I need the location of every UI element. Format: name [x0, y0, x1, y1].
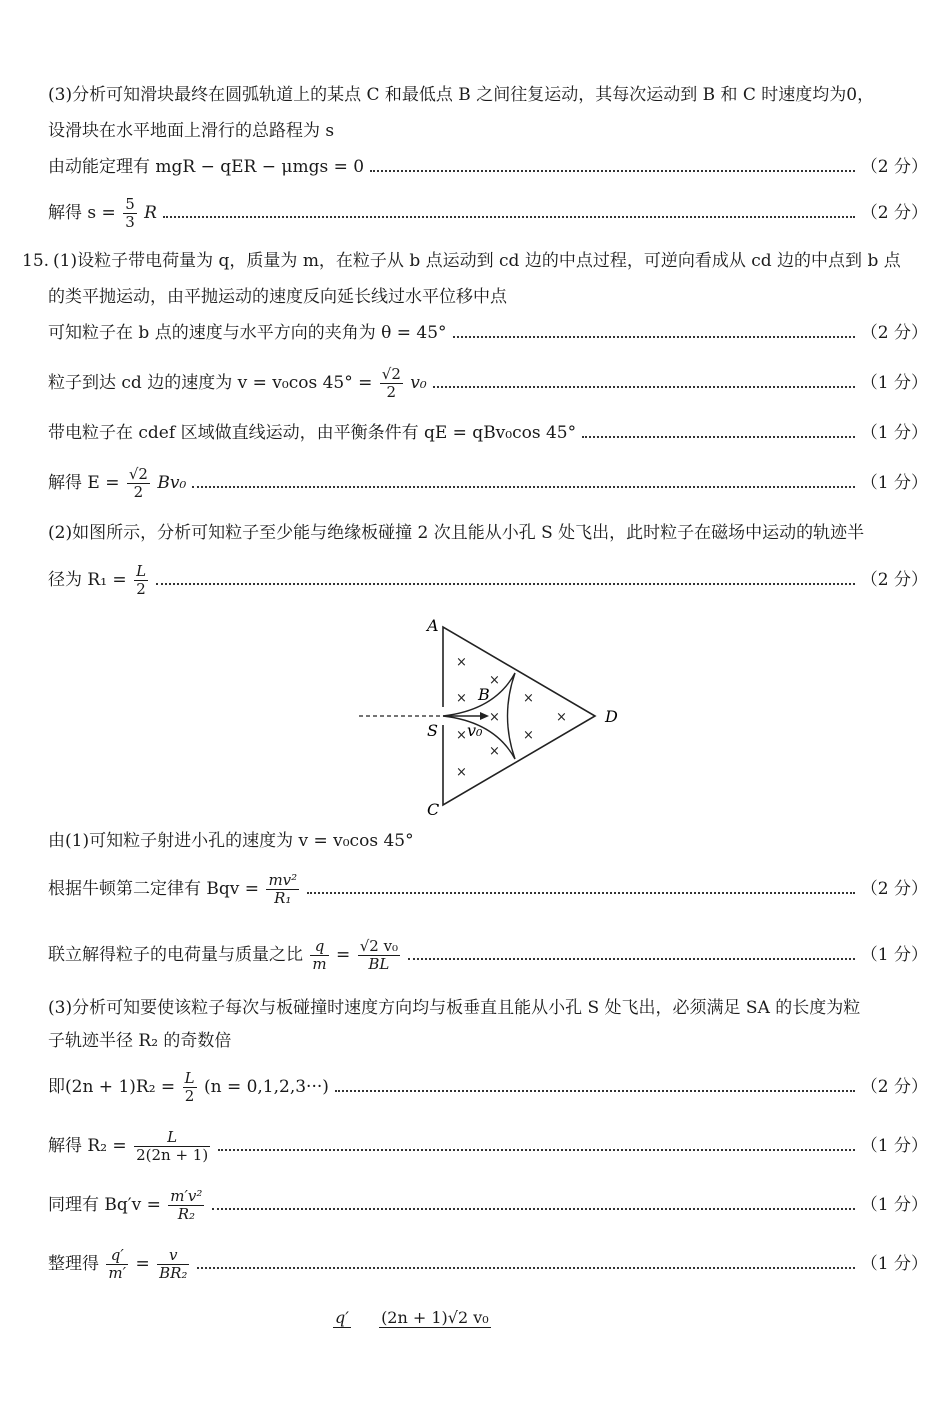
fraction: $\frac{\text{m′v²}}{\text{R₂}}$	[170, 1186, 203, 1223]
equation-line	[48, 936, 928, 973]
equation-line	[48, 194, 928, 231]
score-label: （1 分）	[860, 373, 928, 393]
equation-text: 联立解得粒子的电荷量与质量之比 $\frac{q}{m}$ = $\frac{\text{√2 v₀}}{BL}$	[48, 936, 399, 973]
cutoff-equation	[333, 1308, 491, 1327]
cross-mark: ×	[456, 728, 467, 743]
paragraph-text: 子轨迹半径 R₂ 的奇数倍	[48, 1031, 232, 1051]
fraction: $\frac{\text{mv²}}{\text{R₁}}$	[268, 870, 298, 907]
equation-line	[48, 418, 928, 448]
paragraph-text: (3)分析可知滑块最终在圆弧轨道上的某点 C 和最低点 B 之间往复运动，其每次运动到 B 和 C 时速度均为0，	[48, 85, 875, 105]
fraction: $\frac{L}{2(2n + 1)}$	[136, 1127, 209, 1164]
fraction: $\frac{q}{m}$	[312, 936, 327, 973]
label-d: D	[605, 707, 618, 726]
equation-text: 径为 R₁ = $\frac{L}{2}$	[48, 561, 147, 598]
equation-text: 由动能定理有 mgR − qER − μmgs = 0	[48, 157, 365, 177]
label-b: B	[478, 685, 490, 704]
label-v0: v₀	[467, 721, 483, 740]
leader-dots	[212, 1208, 854, 1210]
leader-dots	[453, 336, 855, 338]
cross-mark: ×	[489, 710, 500, 725]
field-crosses	[456, 655, 567, 780]
leader-dots	[197, 1267, 854, 1269]
score-label: （1 分）	[860, 945, 928, 965]
magnetic-field-diagram	[355, 613, 635, 823]
equation-text: 解得 R₂ = $\frac{L}{2(2n + 1)}$	[48, 1127, 209, 1164]
equation-line	[48, 364, 928, 401]
cross-mark: ×	[456, 765, 467, 780]
equation-text: 可知粒子在 b 点的速度与水平方向的夹角为 θ = 45°	[48, 323, 447, 343]
score-label: （2 分）	[860, 1077, 928, 1097]
score-label: （1 分）	[860, 1195, 928, 1215]
label-s: S	[427, 721, 438, 740]
equation-line	[48, 1186, 928, 1223]
score-label: （1 分）	[860, 1136, 928, 1156]
question-number: 15.	[22, 251, 50, 271]
text-line	[48, 116, 928, 146]
cross-mark: ×	[523, 691, 534, 706]
label-a: A	[427, 616, 439, 635]
leader-dots	[408, 958, 855, 960]
equation-line	[48, 318, 928, 348]
score-label: （2 分）	[860, 323, 928, 343]
equation-line	[48, 1127, 928, 1164]
score-label: （2 分）	[860, 879, 928, 899]
leader-dots	[156, 583, 855, 585]
equation-text: 即(2n + 1)R₂ = $\frac{L}{2}$ (n = 0,1,2,3···)	[48, 1068, 329, 1105]
equation-text: 带电粒子在 cdef 区域做直线运动，由平衡条件有 qE = qBv₀cos 45°	[48, 423, 577, 443]
fraction: $\frac{L}{2}$	[184, 1068, 195, 1105]
leader-dots	[192, 486, 854, 488]
equation-text: 解得 E = $\frac{√2}{2}$ Bv₀	[48, 464, 187, 501]
equation-text: 同理有 Bq′v = $\frac{\text{m′v²}}{\text{R₂}}$	[48, 1186, 203, 1223]
text-line	[48, 518, 928, 548]
score-label: （1 分）	[860, 473, 928, 493]
leader-dots	[307, 892, 855, 894]
text-line	[48, 826, 928, 856]
cross-mark: ×	[556, 710, 567, 725]
score-label: （2 分）	[860, 570, 928, 590]
leader-dots	[163, 216, 855, 218]
score-label: （2 分）	[860, 157, 928, 177]
fraction: $\frac{\text{√2 v₀}}{BL}$	[359, 936, 399, 973]
text-line	[48, 1026, 928, 1056]
score-label: （1 分）	[860, 423, 928, 443]
equation-line	[48, 152, 928, 182]
paragraph-text: 由(1)可知粒子射进小孔的速度为 v = v₀cos 45°	[48, 831, 414, 851]
equation-text: 解得 s = $\frac{5}{3}$ R	[48, 194, 157, 231]
paragraph-text: 设滑块在水平地面上滑行的总路程为 s	[48, 121, 335, 141]
equation-text: 根据牛顿第二定律有 Bqv = $\frac{\text{mv²}}{\text{R₁}}$	[48, 870, 298, 907]
paragraph-text: (1)设粒子带电荷量为 q，质量为 m，在粒子从 b 点运动到 cd 边的中点过程，可逆向看成从 cd 边的中点到 b 点	[53, 251, 901, 271]
leader-dots	[582, 436, 855, 438]
score-label: （2 分）	[860, 203, 928, 223]
cross-mark: ×	[489, 744, 500, 759]
cross-mark: ×	[456, 655, 467, 670]
text-line	[48, 282, 928, 312]
leader-dots	[433, 386, 855, 388]
paragraph-text: (3)分析可知要使该粒子每次与板碰撞时速度方向均与板垂直且能从小孔 S 处飞出，必须满足 SA 的长度为粒	[48, 998, 861, 1018]
fraction: $\frac{√2}{2}$	[128, 464, 148, 501]
cross-mark: ×	[489, 673, 500, 688]
label-c: C	[427, 800, 440, 819]
fraction-numerator: (2n + 1)√2 v₀	[381, 1308, 489, 1327]
paragraph-text: 的类平抛运动，由平抛运动的速度反向延长线过水平位移中点	[48, 287, 507, 307]
cross-mark: ×	[523, 728, 534, 743]
text-line	[48, 80, 928, 110]
equation-text: 粒子到达 cd 边的速度为 v = v₀cos 45° = $\frac{√2}{2}$ v₀	[48, 364, 427, 401]
leader-dots	[335, 1090, 855, 1092]
score-label: （1 分）	[860, 1254, 928, 1274]
text-line	[48, 993, 928, 1023]
leader-dots	[218, 1149, 855, 1151]
paragraph-text: (2)如图所示，分析可知粒子至少能与绝缘板碰撞 2 次且能从小孔 S 处飞出，此时粒子在磁场中运动的轨迹半	[48, 523, 865, 543]
equation-text: 整理得 $\frac{q'}{m'}$ = $\frac{v}{\text{BR₂}}$	[48, 1245, 188, 1282]
question-line	[22, 246, 928, 276]
fraction: $\frac{q'}{m'}$	[108, 1245, 127, 1282]
cross-mark: ×	[456, 691, 467, 706]
equation-line	[48, 870, 928, 907]
equation-line	[48, 1068, 928, 1105]
arrow-head	[480, 712, 489, 720]
fraction: $\frac{√2}{2}$	[381, 364, 401, 401]
leader-dots	[370, 170, 855, 172]
fraction-numerator: q′	[335, 1308, 349, 1327]
equation-line	[48, 561, 928, 598]
fraction: $\frac{v}{\text{BR₂}}$	[159, 1245, 188, 1282]
equation-line	[48, 464, 928, 501]
trajectory-arc	[508, 673, 516, 759]
fraction: $\frac{L}{2}$	[136, 561, 147, 598]
equation-line	[48, 1245, 928, 1282]
fraction: $\frac{5}{3}$	[125, 194, 135, 231]
